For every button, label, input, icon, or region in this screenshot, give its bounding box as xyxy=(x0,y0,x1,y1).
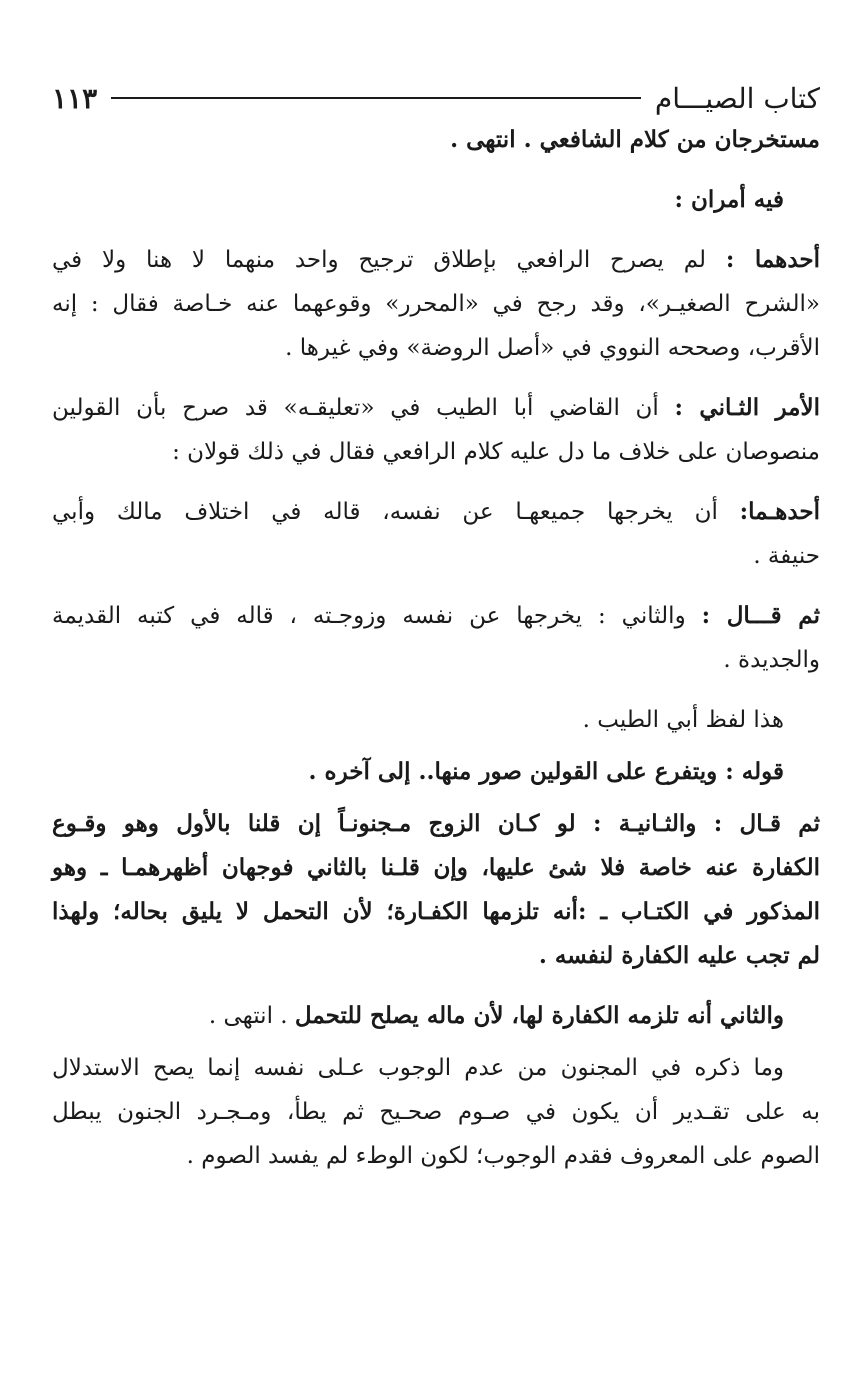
paragraph xyxy=(52,802,820,978)
paragraph-line: الأقرب، وصححه النووي في «أصل الروضة» وفي غيرها . xyxy=(285,335,820,361)
paragraph-line: الكفارة عنه خاصة فلا شئ عليها، وإن قلـنا بالثاني فوجهان أظهرهمـا ـ وهو xyxy=(52,854,820,881)
paragraph-line: الصوم على المعروف فقدم الوجوب؛ لكون الوطء لم يفسد الصوم . xyxy=(186,1143,820,1169)
paragraph-line: المذكور في الكتـاب ـ :أنه تلزمها الكفـارة؛ لأن التحمل لا يليق بحاله؛ ولهذا xyxy=(52,898,820,925)
paragraph-line: لم تجب عليه الكفارة لنفسه . xyxy=(538,942,820,969)
paragraph-line: «الشرح الصغيـر»، وقد رجح في «المحرر» وقوعهما عنه خـاصة فقال : إنه xyxy=(52,291,820,317)
paragraph-line: والجديدة . xyxy=(723,647,820,673)
paragraph-line: وما ذكره في المجنون من عدم الوجوب عـلى نفسه إنما يصح الاستدلال xyxy=(52,1055,784,1081)
book-page xyxy=(52,78,820,1178)
paragraph xyxy=(52,238,820,370)
running-header xyxy=(52,78,820,118)
paragraph-line: ثم قـــال : والثاني : يخرجها عن نفسه وزوجـته ، قاله في كتبه القديمة xyxy=(52,602,820,629)
paragraph-line: هذا لفظ أبي الطيب . xyxy=(582,707,784,733)
paragraph-line: قوله : ويتفرع على القولين صور منها.. إلى آخره . xyxy=(308,758,784,785)
paragraph xyxy=(52,386,820,474)
paragraph-line: أحدهما : لم يصرح الرافعي بإطلاق ترجيح واحد منهما لا هنا ولا في xyxy=(52,246,820,273)
paragraph-line: فيه أمران : xyxy=(674,186,784,213)
paragraph-line: حنيفة . xyxy=(753,543,820,569)
paragraph-line: مستخرجان من كلام الشافعي . انتهى . xyxy=(450,126,820,153)
paragraph xyxy=(52,1046,820,1178)
paragraph-line: به على تقـدير أن يكون في صـوم صحـيح ثم يطأ، ومـجـرد الجنون يبطل xyxy=(52,1099,820,1125)
header-rule xyxy=(111,97,641,99)
paragraph-line: منصوصان على خلاف ما دل عليه كلام الرافعي فقال في ذلك قولان : xyxy=(172,439,820,465)
paragraph-line: الأمر الثـاني : أن القاضي أبا الطيب في «تعليقـه» قد صرح بأن القولين xyxy=(52,394,820,421)
paragraph-line: والثاني أنه تلزمه الكفارة لها، لأن ماله يصلح للتحمل . انتهى . xyxy=(208,1002,784,1029)
paragraph xyxy=(52,594,820,682)
chapter-title: كتاب الصيـــام xyxy=(654,81,820,115)
paragraph-line: أحدهـما: أن يخرجها جميعهـا عن نفسه، قاله في اختلاف مالك وأبي xyxy=(52,498,820,525)
paragraph-line: ثم قـال : والثـانيـة : لو كـان الزوج مـجنونـاً إن قلنا بالأول وهو وقـوع xyxy=(52,810,820,837)
paragraph xyxy=(52,490,820,578)
page-number: ١١٣ xyxy=(52,81,98,115)
